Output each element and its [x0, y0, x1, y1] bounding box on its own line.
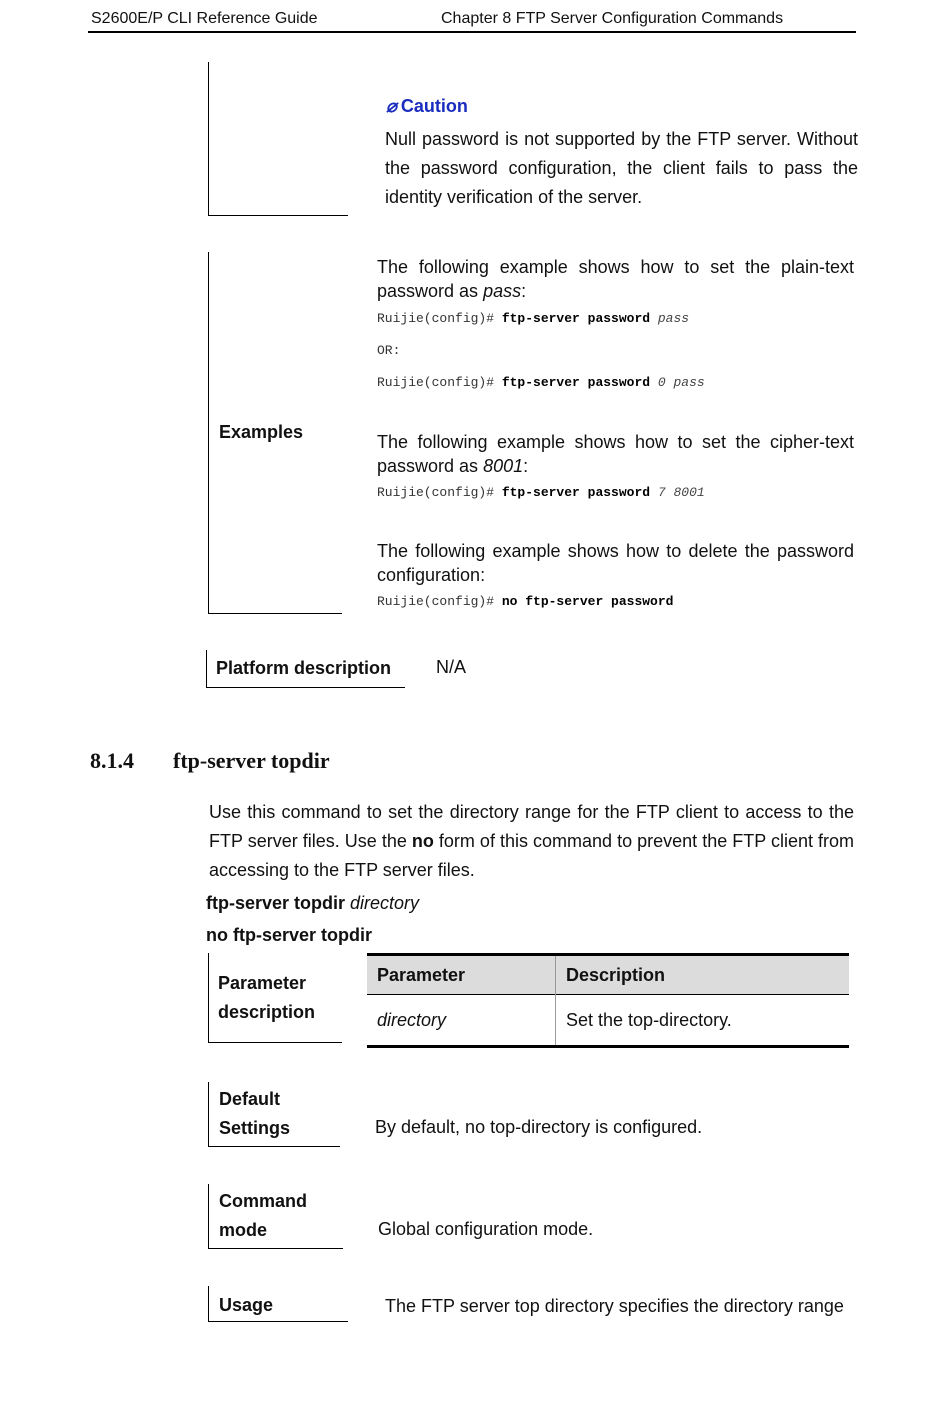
- default-value: By default, no top-directory is configured.: [375, 1117, 703, 1137]
- cli-command: no ftp-server password: [501, 594, 674, 609]
- param-table-header: [367, 955, 849, 995]
- example-cli-line-3: [377, 485, 705, 500]
- intro-text: The following example shows how to set the cipher-text password as: [377, 432, 854, 476]
- mode-label: [219, 1187, 307, 1245]
- cli-command: ftp-server password: [501, 375, 651, 390]
- section-number: 8.1.4: [90, 748, 134, 773]
- default-label-line-1: Default: [219, 1089, 281, 1109]
- usage-value: The FTP server top directory specifies the directory range: [385, 1296, 844, 1316]
- intro-text: The following example shows how to set the plain-text password as: [377, 257, 854, 301]
- default-label-line-2: Settings: [219, 1118, 291, 1138]
- header-chapter-title: Chapter 8 FTP Server Configuration Commands: [441, 10, 784, 27]
- param-col-header: Parameter: [367, 955, 556, 995]
- param-name-cell: directory: [367, 995, 556, 1047]
- platform-label: Platform description: [216, 658, 392, 678]
- cli-argument: 0 pass: [650, 375, 705, 390]
- intro-suffix: :: [523, 456, 529, 476]
- caution-text: Null password is not supported by the FTP server. Without the password configuration, the client fails to pass the identity verification of the server.: [385, 129, 858, 207]
- param-table: [367, 953, 849, 1048]
- syntax-command: ftp-server topdir: [206, 893, 346, 913]
- section-description: [209, 798, 854, 885]
- cli-command: ftp-server password: [501, 311, 651, 326]
- default-label: [219, 1085, 290, 1143]
- caution-heading: [386, 96, 468, 117]
- mode-label-line-2: mode: [219, 1220, 268, 1240]
- example-cli-line-4: [377, 594, 673, 609]
- example-intro-delete: The following example shows how to delete the password configuration:: [377, 541, 854, 585]
- example-cli-line-2: [377, 375, 705, 390]
- cli-command: ftp-server password: [501, 485, 651, 500]
- header-divider: [88, 31, 856, 33]
- cli-argument: 7 8001: [650, 485, 705, 500]
- caution-label-box: [208, 62, 348, 216]
- examples-label: Examples: [219, 422, 304, 442]
- header-guide-title: S2600E/P CLI Reference Guide: [91, 10, 318, 27]
- table-row: [367, 995, 849, 1047]
- example-or: OR:: [377, 343, 401, 358]
- cli-prompt: Ruijie(config)#: [377, 594, 502, 609]
- desc-text: Use this command to set the directory range for the FTP client to access to the FTP server files. Use the: [209, 802, 854, 851]
- cli-prompt: Ruijie(config)#: [377, 311, 502, 326]
- platform-value: N/A: [436, 657, 467, 677]
- example-intro-cipher: [377, 430, 854, 478]
- cli-argument: pass: [650, 311, 690, 326]
- caution-title: Caution: [400, 96, 468, 116]
- section-title: ftp-server topdir: [173, 748, 330, 773]
- intro-arg: 8001: [483, 456, 524, 476]
- intro-arg: pass: [483, 281, 522, 301]
- example-cli-line-1: [377, 311, 689, 326]
- caution-icon: ⌀: [386, 96, 397, 116]
- param-label: [218, 969, 315, 1027]
- syntax-argument: directory: [345, 893, 420, 913]
- mode-label-line-1: Command: [219, 1191, 308, 1211]
- desc-col-header: Description: [556, 955, 850, 995]
- desc-text-end: form of this command to prevent the FTP client from accessing to the FTP server files.: [209, 831, 854, 880]
- cli-prompt: Ruijie(config)#: [377, 375, 502, 390]
- param-label-line-1: Parameter: [218, 973, 307, 993]
- desc-keyword: no: [411, 831, 434, 851]
- cli-prompt: Ruijie(config)#: [377, 485, 502, 500]
- syntax-line-2: no ftp-server topdir: [206, 925, 373, 945]
- param-label-line-2: description: [218, 1002, 316, 1022]
- usage-label: Usage: [219, 1295, 274, 1315]
- example-intro-plain: [377, 255, 854, 303]
- param-desc-cell: Set the top-directory.: [566, 1009, 732, 1030]
- syntax-line-1: [206, 893, 419, 914]
- intro-suffix: :: [521, 281, 527, 301]
- mode-value: Global configuration mode.: [378, 1219, 594, 1239]
